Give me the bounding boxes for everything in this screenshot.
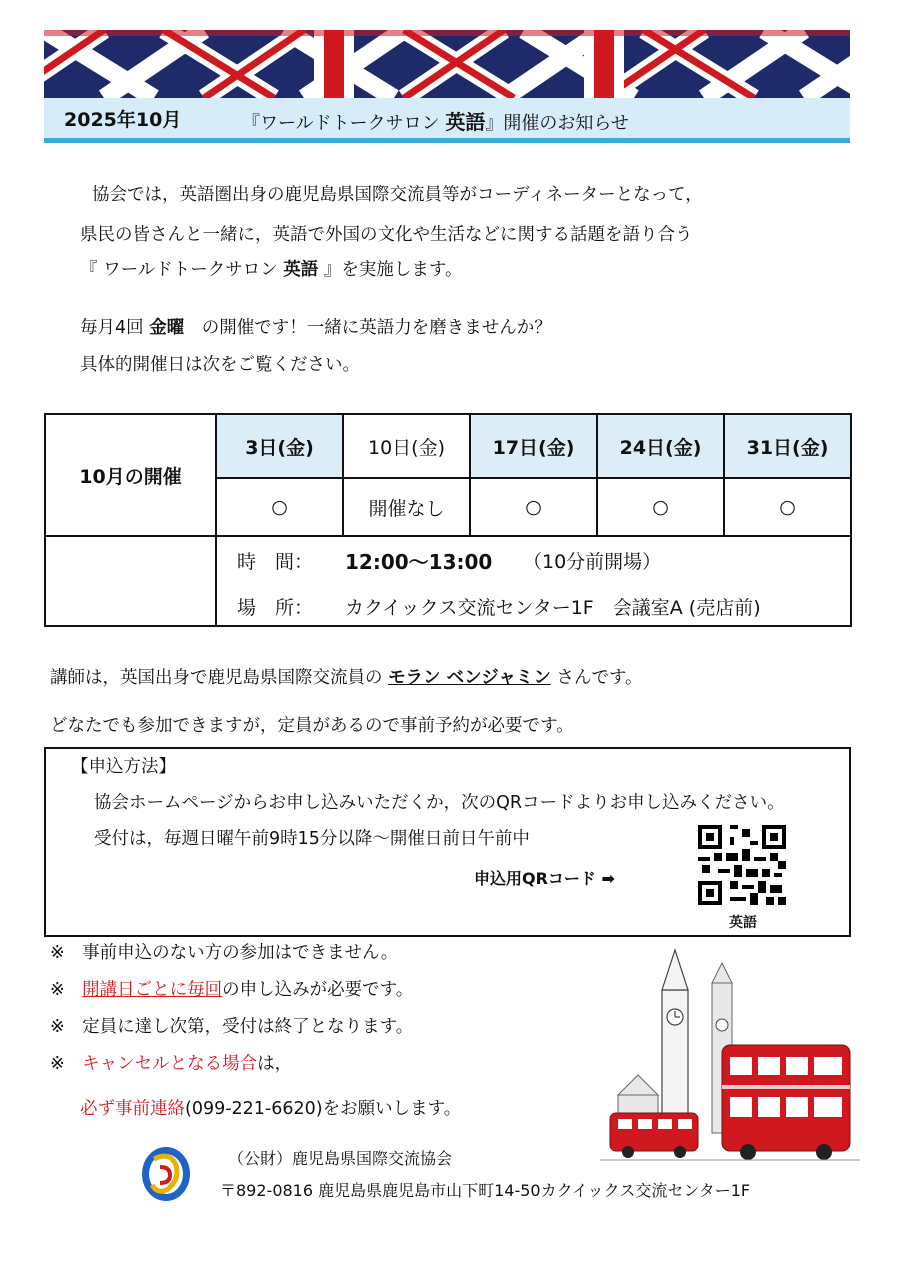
teacher-prefix: 講師は，英国出身で鹿児島県国際交流員の <box>50 668 389 688</box>
teacher-line <box>50 670 643 688</box>
availability-cell: ○ <box>216 478 343 536</box>
availability-cell: 開催なし <box>343 478 470 536</box>
association-logo <box>140 1145 192 1203</box>
intro-line-4-bold: 金曜 <box>149 318 185 338</box>
note-3 <box>50 1019 413 1037</box>
note-1-text: 事前申込のない方の参加はできません。 <box>82 943 399 963</box>
application-heading: 【申込方法】 <box>71 757 176 777</box>
title-language: 英語 <box>445 110 486 134</box>
date-cell: 24日(金) <box>597 414 724 478</box>
note-5-highlight: 必ず事前連絡 <box>80 1099 185 1119</box>
time-note: （10分前開場） <box>523 551 662 573</box>
footer-organization: （公財）鹿児島県国際交流協会 <box>228 1149 453 1168</box>
page-title <box>242 106 629 135</box>
time-row <box>217 537 850 585</box>
date-cell: 31日(金) <box>724 414 851 478</box>
note-4-highlight: キャンセルとなる場合 <box>82 1054 258 1074</box>
schedule-empty-cell <box>45 536 216 626</box>
union-jack-pattern <box>44 30 850 98</box>
application-line-1: 協会ホームページからお申し込みいただくか，次のQRコードよりお申し込みください。 <box>94 793 785 813</box>
availability-cell: ○ <box>597 478 724 536</box>
note-5 <box>80 1101 461 1119</box>
title-bar <box>44 98 850 143</box>
note-2-highlight: 開講日ごとに毎回 <box>82 980 223 1000</box>
intro-line-4 <box>80 320 552 338</box>
schedule-row-label: 10月の開催 <box>45 414 216 536</box>
qr-caption: 英語 <box>729 915 757 931</box>
note-2 <box>50 982 413 1000</box>
availability-cell: ○ <box>724 478 851 536</box>
reservation-notice: どなたでも参加できますが，定員があるので事前予約が必要です。 <box>50 716 574 736</box>
note-5-text: (099-221-6620)をお願いします。 <box>185 1099 462 1119</box>
note-mark: ※ <box>50 943 65 963</box>
intro-line-3-prefix: 『 ワールドトークサロン <box>80 260 284 280</box>
intro-line-3 <box>80 262 462 280</box>
title-prefix: 『ワールドトークサロン <box>242 113 446 134</box>
intro-line-5: 具体的開催日は次をご覧ください。 <box>80 355 360 375</box>
intro-line-1: 協会では，英語圏出身の鹿児島県国際交流員等がコーディネーターとなって， <box>92 185 703 205</box>
application-line-2: 受付は，毎週日曜午前9時15分以降～開催日前日午前中 <box>94 829 530 849</box>
union-jack-banner <box>44 30 850 98</box>
title-year-month: 2025年10月 <box>64 109 182 131</box>
footer-address: 〒892-0816 鹿児島県鹿児島市山下町14-50カクイックス交流センター1F <box>220 1181 751 1200</box>
place-row <box>217 585 850 625</box>
qr-code[interactable] <box>698 825 786 905</box>
time-place-cell <box>216 536 851 626</box>
note-4-text: は， <box>257 1054 293 1074</box>
time-value: 12:00～13:00 <box>345 550 493 574</box>
london-illustration <box>600 945 860 1165</box>
note-3-text: 定員に達し次第，受付は終了となります。 <box>82 1017 414 1037</box>
note-mark: ※ <box>50 1054 65 1074</box>
teacher-suffix: さんです。 <box>550 668 643 688</box>
note-1 <box>50 945 398 963</box>
note-mark: ※ <box>50 980 65 1000</box>
teacher-name: モラン ベンジャミン <box>388 668 551 688</box>
place-label: 場 所： <box>237 597 314 619</box>
date-cell: 3日(金) <box>216 414 343 478</box>
schedule-table <box>44 413 852 627</box>
intro-line-3-bold: 英語 <box>283 260 319 280</box>
intro-line-3-suffix: 』を実施します。 <box>318 260 463 280</box>
qr-label: 申込用QRコード ➡ <box>474 869 615 888</box>
intro-line-4-suffix: の開催です！一緒に英語力を磨きませんか？ <box>184 318 552 338</box>
availability-cell: ○ <box>470 478 597 536</box>
note-4 <box>50 1056 292 1074</box>
place-value: カクイックス交流センター1F 会議室A (売店前) <box>345 597 761 619</box>
title-suffix: 』開催のお知らせ <box>485 113 629 134</box>
date-cell: 10日(金) <box>343 414 470 478</box>
intro-line-2: 県民の皆さんと一緒に，英語で外国の文化や生活などに関する話題を語り合う <box>80 225 693 245</box>
date-cell: 17日(金) <box>470 414 597 478</box>
note-2-text: の申し込みが必要です。 <box>222 980 414 1000</box>
time-label: 時 間： <box>237 551 314 573</box>
intro-line-4-prefix: 毎月4回 <box>80 318 150 338</box>
note-mark: ※ <box>50 1017 65 1037</box>
